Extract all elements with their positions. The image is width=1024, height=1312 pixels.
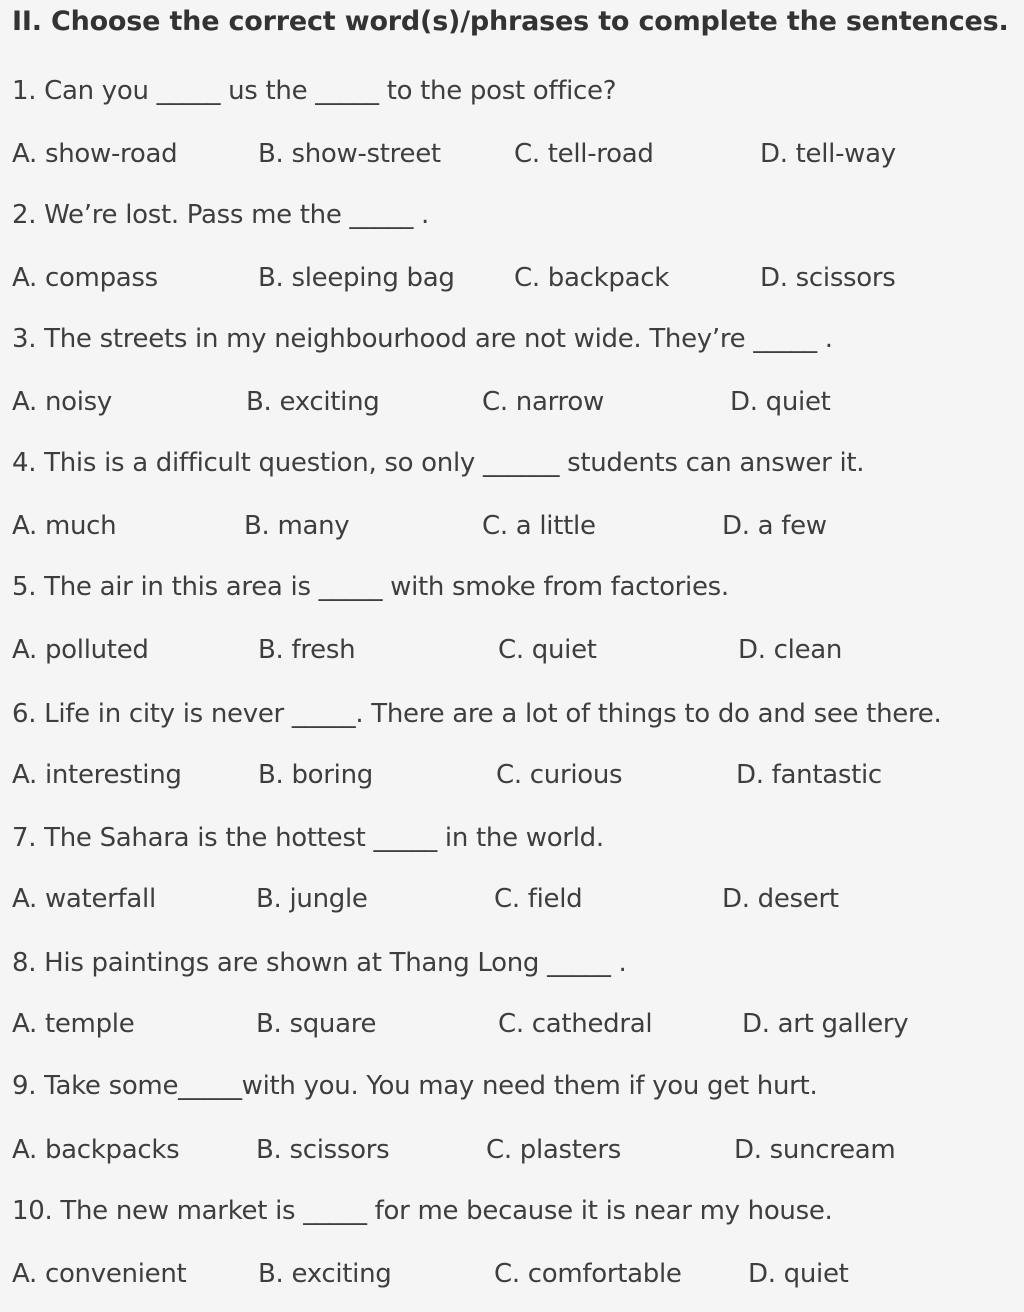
question-5-text: 5. The air in this area is _____ with smoke from factories.	[12, 572, 729, 602]
question-2-option-a: A. compass	[12, 263, 158, 293]
question-2-option-c: C. backpack	[514, 263, 669, 293]
question-1-option-d: D. tell-way	[760, 139, 896, 169]
question-7-option-b: B. jungle	[256, 884, 368, 914]
question-1-option-c: C. tell-road	[514, 139, 654, 169]
question-9-option-c: C. plasters	[486, 1135, 622, 1165]
question-2-option-b: B. sleeping bag	[258, 263, 455, 293]
question-7-option-c: C. field	[494, 884, 583, 914]
question-7-text: 7. The Sahara is the hottest _____ in the world.	[12, 823, 604, 853]
question-2-text: 2. We’re lost. Pass me the _____ .	[12, 200, 429, 230]
question-2-option-d: D. scissors	[760, 263, 896, 293]
question-5-option-b: B. fresh	[258, 635, 356, 665]
question-10-option-d: D. quiet	[748, 1259, 849, 1289]
question-7-option-d: D. desert	[722, 884, 839, 914]
question-8-option-a: A. temple	[12, 1009, 135, 1039]
question-9-option-d: D. suncream	[734, 1135, 896, 1165]
question-3-option-b: B. exciting	[246, 387, 380, 417]
question-10-option-c: C. comfortable	[494, 1259, 682, 1289]
question-10-text: 10. The new market is _____ for me because it is near my house.	[12, 1196, 833, 1226]
question-4-option-a: A. much	[12, 511, 117, 541]
question-4-option-b: B. many	[244, 511, 350, 541]
question-1-option-b: B. show-street	[258, 139, 441, 169]
question-4-option-d: D. a few	[722, 511, 827, 541]
question-9-option-a: A. backpacks	[12, 1135, 180, 1165]
question-7-option-a: A. waterfall	[12, 884, 156, 914]
question-3-text: 3. The streets in my neighbourhood are not wide. They’re _____ .	[12, 324, 833, 354]
question-6-text: 6. Life in city is never _____. There are a lot of things to do and see there.	[12, 699, 942, 729]
question-1-option-a: A. show-road	[12, 139, 178, 169]
question-8-option-c: C. cathedral	[498, 1009, 653, 1039]
question-6-option-c: C. curious	[496, 760, 623, 790]
question-10-option-a: A. convenient	[12, 1259, 187, 1289]
question-6-option-d: D. fantastic	[736, 760, 882, 790]
question-8-text: 8. His paintings are shown at Thang Long _____ .	[12, 948, 627, 978]
question-4-option-c: C. a little	[482, 511, 596, 541]
question-9-text: 9. Take some_____with you. You may need them if you get hurt.	[12, 1071, 818, 1101]
question-3-option-c: C. narrow	[482, 387, 604, 417]
question-5-option-d: D. clean	[738, 635, 843, 665]
question-5-option-a: A. polluted	[12, 635, 149, 665]
question-6-option-b: B. boring	[258, 760, 373, 790]
question-3-option-a: A. noisy	[12, 387, 113, 417]
question-5-option-c: C. quiet	[498, 635, 597, 665]
exercise-title: II. Choose the correct word(s)/phrases to complete the sentences.	[12, 6, 1009, 37]
question-8-option-b: B. square	[256, 1009, 377, 1039]
question-10-option-b: B. exciting	[258, 1259, 392, 1289]
question-1-text: 1. Can you _____ us the _____ to the post office?	[12, 76, 617, 106]
question-9-option-b: B. scissors	[256, 1135, 390, 1165]
question-3-option-d: D. quiet	[730, 387, 831, 417]
question-6-option-a: A. interesting	[12, 760, 182, 790]
question-8-option-d: D. art gallery	[742, 1009, 909, 1039]
question-4-text: 4. This is a difficult question, so only ______ students can answer it.	[12, 448, 865, 478]
